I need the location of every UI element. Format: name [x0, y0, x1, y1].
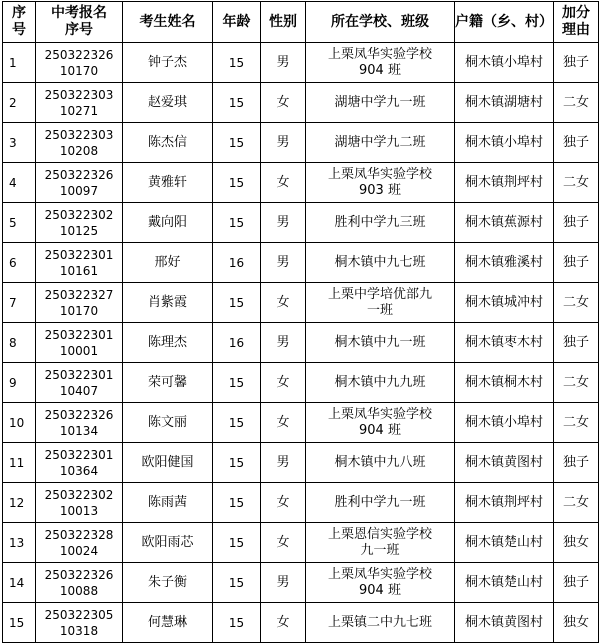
cell-reg-no: 250322327 10170: [36, 283, 123, 323]
cell-reg-no: 250322326 10170: [36, 43, 123, 83]
cell-hukou: 桐木镇荆坪村: [455, 483, 554, 523]
cell-age: 15: [213, 163, 261, 203]
cell-no: 3: [3, 123, 36, 163]
table-row: [3, 243, 599, 283]
cell-reason: 二女: [554, 483, 599, 523]
cell-school-class: 桐木镇中九八班: [306, 443, 455, 483]
cell-reg-no: 250322301 10001: [36, 323, 123, 363]
cell-age: 15: [213, 43, 261, 83]
table-row: [3, 123, 599, 163]
cell-school-class: 湖塘中学九二班: [306, 123, 455, 163]
cell-name: 陈雨茜: [123, 483, 213, 523]
cell-age: 15: [213, 483, 261, 523]
cell-reason: 二女: [554, 403, 599, 443]
cell-school-class: 胜利中学九三班: [306, 203, 455, 243]
cell-gender: 女: [261, 603, 306, 643]
header-name: 考生姓名: [123, 2, 213, 43]
header-hukou: 户籍（乡、村）: [455, 2, 554, 43]
cell-reason: 独子: [554, 243, 599, 283]
table-row: [3, 83, 599, 123]
cell-reg-no: 250322305 10318: [36, 603, 123, 643]
cell-school-class: 桐木镇中九七班: [306, 243, 455, 283]
table-body: [3, 43, 599, 643]
cell-reg-no: 250322302 10013: [36, 483, 123, 523]
cell-age: 15: [213, 83, 261, 123]
cell-age: 15: [213, 283, 261, 323]
cell-school-class: 上栗凤华实验学校 903 班: [306, 163, 455, 203]
cell-name: 荣可馨: [123, 363, 213, 403]
cell-no: 8: [3, 323, 36, 363]
cell-hukou: 桐木镇枣木村: [455, 323, 554, 363]
cell-no: 10: [3, 403, 36, 443]
cell-name: 欧阳雨芯: [123, 523, 213, 563]
cell-name: 肖紫霞: [123, 283, 213, 323]
cell-reason: 独女: [554, 603, 599, 643]
cell-name: 赵爱琪: [123, 83, 213, 123]
cell-hukou: 桐木镇楚山村: [455, 523, 554, 563]
table-row: [3, 283, 599, 323]
cell-gender: 女: [261, 363, 306, 403]
cell-age: 15: [213, 603, 261, 643]
cell-name: 钟子杰: [123, 43, 213, 83]
cell-reg-no: 250322302 10125: [36, 203, 123, 243]
cell-reason: 二女: [554, 283, 599, 323]
cell-gender: 男: [261, 563, 306, 603]
cell-no: 15: [3, 603, 36, 643]
cell-name: 戴向阳: [123, 203, 213, 243]
cell-reg-no: 250322301 10364: [36, 443, 123, 483]
cell-school-class: 上栗镇二中九七班: [306, 603, 455, 643]
cell-gender: 女: [261, 163, 306, 203]
cell-school-class: 上栗中学培优部九 一班: [306, 283, 455, 323]
header-no: 序 号: [3, 2, 36, 43]
cell-reg-no: 250322328 10024: [36, 523, 123, 563]
table-row: [3, 523, 599, 563]
cell-school-class: 上栗凤华实验学校 904 班: [306, 403, 455, 443]
header-reg-no: 中考报名 序号: [36, 2, 123, 43]
cell-reason: 独子: [554, 203, 599, 243]
cell-hukou: 桐木镇小埠村: [455, 123, 554, 163]
cell-hukou: 桐木镇黄图村: [455, 443, 554, 483]
cell-gender: 男: [261, 323, 306, 363]
table-row: [3, 403, 599, 443]
cell-no: 7: [3, 283, 36, 323]
cell-hukou: 桐木镇蕉源村: [455, 203, 554, 243]
cell-reg-no: 250322303 10208: [36, 123, 123, 163]
cell-age: 15: [213, 363, 261, 403]
cell-gender: 女: [261, 283, 306, 323]
cell-hukou: 桐木镇桐木村: [455, 363, 554, 403]
table-row: [3, 43, 599, 83]
cell-school-class: 桐木镇中九九班: [306, 363, 455, 403]
cell-age: 15: [213, 443, 261, 483]
cell-reason: 二女: [554, 83, 599, 123]
header-reason: 加分 理由: [554, 2, 599, 43]
cell-gender: 男: [261, 243, 306, 283]
cell-reason: 独子: [554, 323, 599, 363]
cell-gender: 男: [261, 443, 306, 483]
cell-reason: 二女: [554, 163, 599, 203]
cell-school-class: 桐木镇中九一班: [306, 323, 455, 363]
cell-no: 14: [3, 563, 36, 603]
cell-no: 2: [3, 83, 36, 123]
cell-gender: 男: [261, 43, 306, 83]
header-school-class: 所在学校、班级: [306, 2, 455, 43]
cell-hukou: 桐木镇小埠村: [455, 43, 554, 83]
cell-gender: 女: [261, 83, 306, 123]
cell-school-class: 上栗恩信实验学校 九一班: [306, 523, 455, 563]
cell-age: 15: [213, 563, 261, 603]
cell-no: 12: [3, 483, 36, 523]
cell-reg-no: 250322301 10407: [36, 363, 123, 403]
cell-reg-no: 250322301 10161: [36, 243, 123, 283]
cell-age: 15: [213, 523, 261, 563]
table-row: [3, 203, 599, 243]
cell-age: 15: [213, 203, 261, 243]
cell-no: 6: [3, 243, 36, 283]
cell-name: 何慧琳: [123, 603, 213, 643]
cell-reason: 二女: [554, 363, 599, 403]
cell-hukou: 桐木镇小埠村: [455, 403, 554, 443]
cell-school-class: 上栗凤华实验学校 904 班: [306, 43, 455, 83]
cell-no: 1: [3, 43, 36, 83]
bonus-points-table: [2, 1, 599, 643]
cell-reg-no: 250322326 10134: [36, 403, 123, 443]
cell-school-class: 胜利中学九一班: [306, 483, 455, 523]
cell-age: 16: [213, 323, 261, 363]
table-row: [3, 443, 599, 483]
cell-hukou: 桐木镇城冲村: [455, 283, 554, 323]
table-row: [3, 483, 599, 523]
cell-hukou: 桐木镇雅溪村: [455, 243, 554, 283]
cell-no: 5: [3, 203, 36, 243]
cell-gender: 女: [261, 523, 306, 563]
cell-no: 9: [3, 363, 36, 403]
table-row: [3, 363, 599, 403]
cell-hukou: 桐木镇荆坪村: [455, 163, 554, 203]
table-row: [3, 323, 599, 363]
cell-age: 15: [213, 403, 261, 443]
cell-name: 邢好: [123, 243, 213, 283]
table-row: [3, 563, 599, 603]
table-header-row: [3, 2, 599, 43]
table-row: [3, 603, 599, 643]
cell-name: 陈杰信: [123, 123, 213, 163]
cell-gender: 男: [261, 203, 306, 243]
cell-reg-no: 250322326 10088: [36, 563, 123, 603]
cell-name: 黄雅轩: [123, 163, 213, 203]
cell-reason: 独子: [554, 43, 599, 83]
cell-reason: 独子: [554, 563, 599, 603]
cell-gender: 女: [261, 483, 306, 523]
cell-hukou: 桐木镇黄图村: [455, 603, 554, 643]
cell-name: 陈文丽: [123, 403, 213, 443]
cell-age: 16: [213, 243, 261, 283]
cell-gender: 女: [261, 403, 306, 443]
cell-school-class: 上栗凤华实验学校 904 班: [306, 563, 455, 603]
cell-reason: 独子: [554, 443, 599, 483]
header-age: 年龄: [213, 2, 261, 43]
cell-hukou: 桐木镇楚山村: [455, 563, 554, 603]
cell-school-class: 湖塘中学九一班: [306, 83, 455, 123]
cell-reg-no: 250322326 10097: [36, 163, 123, 203]
cell-no: 11: [3, 443, 36, 483]
table-row: [3, 163, 599, 203]
cell-no: 13: [3, 523, 36, 563]
cell-reason: 独女: [554, 523, 599, 563]
cell-reason: 独子: [554, 123, 599, 163]
cell-reg-no: 250322303 10271: [36, 83, 123, 123]
cell-gender: 男: [261, 123, 306, 163]
cell-age: 15: [213, 123, 261, 163]
cell-name: 欧阳健国: [123, 443, 213, 483]
cell-name: 陈理杰: [123, 323, 213, 363]
header-gender: 性别: [261, 2, 306, 43]
cell-hukou: 桐木镇湖塘村: [455, 83, 554, 123]
cell-no: 4: [3, 163, 36, 203]
cell-name: 朱子衡: [123, 563, 213, 603]
